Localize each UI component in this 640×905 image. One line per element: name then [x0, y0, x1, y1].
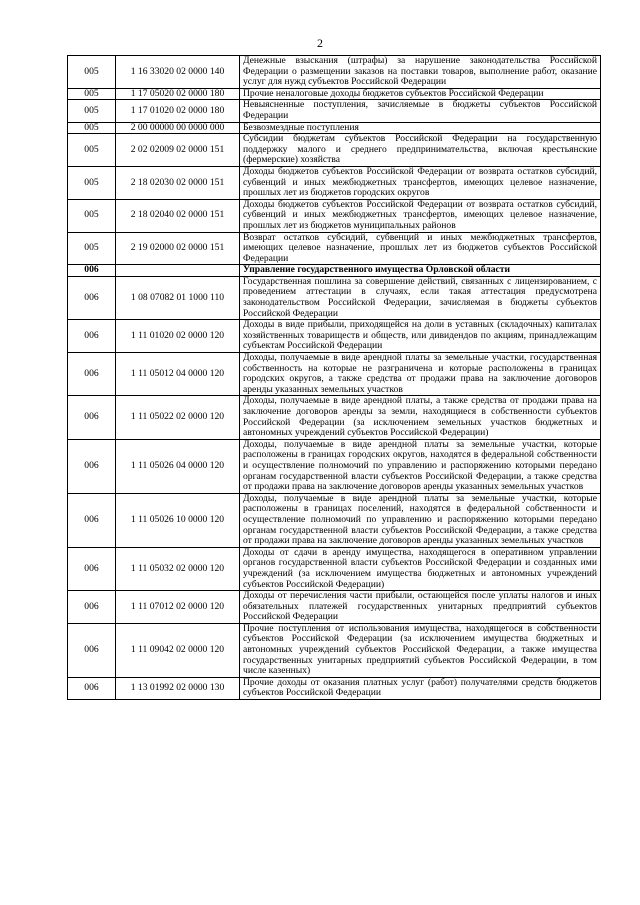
revenue-code-cell: [116, 265, 240, 277]
table-row: [68, 623, 601, 677]
admin-code-cell: 006: [68, 276, 116, 319]
table-row: [68, 276, 601, 319]
revenue-code-cell: 2 02 02009 02 0000 151: [116, 134, 240, 167]
revenue-name-cell: Невыясненные поступления, зачисляемые в бюджеты субъектов Российской Федерации: [240, 100, 601, 122]
table-row: [68, 100, 601, 122]
revenue-code-cell: 2 18 02040 02 0000 151: [116, 199, 240, 232]
admin-code-cell: 006: [68, 493, 116, 547]
table-row: [68, 591, 601, 624]
revenue-name-cell: Государственная пошлина за совершение действий, связанных с лицензированием, с проведением аттестации в случаях, если такая аттестация предусмотрена законодательством Российской Федерации, зачисляемая в бюджеты субъектов Российской Федерации: [240, 276, 601, 319]
admin-code-cell: 006: [68, 677, 116, 699]
revenue-code-cell: 1 13 01992 02 0000 130: [116, 677, 240, 699]
revenue-name-cell: Прочие доходы от оказания платных услуг (работ) получателями средств бюджетов субъектов Российской Федерации: [240, 677, 601, 699]
revenue-name-cell: Субсидии бюджетам субъектов Российской Федерации на государственную поддержку малого и среднего предпринимательства, включая крестьянские (фермерские) хозяйства: [240, 134, 601, 167]
revenue-name-cell: Доходы, получаемые в виде арендной платы, а также средства от продажи права на заключение договоров аренды за земли, находящиеся в собственности субъектов Российской Федерации (за исключением земельных участков бюджетных и автономных учреждений субъектов Российской Федерации): [240, 396, 601, 439]
admin-code-cell: 006: [68, 320, 116, 353]
table-row: [68, 320, 601, 353]
admin-code-cell: 005: [68, 100, 116, 122]
table-row: [68, 353, 601, 396]
revenue-code-cell: 1 11 05026 04 0000 120: [116, 439, 240, 493]
table-row: [68, 166, 601, 199]
table-row: [68, 122, 601, 134]
admin-code-cell: 005: [68, 134, 116, 167]
section-header-row: [68, 265, 601, 277]
revenue-name-cell: Прочие поступления от использования имущества, находящегося в собственности субъектов Российской Федерации (за исключением имущества бюджетных и автономных учреждений субъектов Российской Федерации, а также имущества государственных унитарных предприятий субъектов Российской Федерации, в том числе казенных): [240, 623, 601, 677]
revenue-name-cell: Доходы от сдачи в аренду имущества, находящегося в оперативном управлении органов государственной власти субъектов Российской Федерации и созданных ими учреждений (за исключением имущества бюджетных и автономных учреждений субъектов Российской Федерации): [240, 547, 601, 590]
revenue-name-cell: Доходы бюджетов субъектов Российской Федерации от возврата остатков субсидий, субвенций и иных межбюджетных трансфертов, имеющих целевое назначение, прошлых лет из бюджетов муниципальных районов: [240, 199, 601, 232]
revenue-code-cell: 1 11 05012 04 0000 120: [116, 353, 240, 396]
admin-code-cell: 005: [68, 56, 116, 89]
admin-code-cell: 006: [68, 439, 116, 493]
admin-code-cell: 005: [68, 166, 116, 199]
table-row: [68, 547, 601, 590]
revenue-code-cell: 1 11 07012 02 0000 120: [116, 591, 240, 624]
admin-code-cell: 006: [68, 623, 116, 677]
revenue-code-cell: 1 11 05032 02 0000 120: [116, 547, 240, 590]
admin-code-cell: 006: [68, 547, 116, 590]
revenue-name-cell: Доходы бюджетов субъектов Российской Федерации от возврата остатков субсидий, субвенций и иных межбюджетных трансфертов, имеющих целевое назначение, прошлых лет из бюджетов городских округов: [240, 166, 601, 199]
revenue-code-cell: 1 16 33020 02 0000 140: [116, 56, 240, 89]
revenue-code-cell: 2 00 00000 00 0000 000: [116, 122, 240, 134]
revenue-name-cell: Доходы в виде прибыли, приходящейся на доли в уставных (складочных) капиталах хозяйственных товариществ и обществ, или дивидендов по акциям, принадлежащим субъектам Российской Федерации: [240, 320, 601, 353]
admin-code-cell: 005: [68, 122, 116, 134]
admin-code-cell: 006: [68, 591, 116, 624]
admin-code-cell: 005: [68, 199, 116, 232]
revenue-code-cell: 1 11 09042 02 0000 120: [116, 623, 240, 677]
table-row: [68, 439, 601, 493]
admin-code-cell: 006: [68, 353, 116, 396]
admin-code-cell: 006: [68, 396, 116, 439]
table-row: [68, 232, 601, 265]
revenue-code-cell: 2 18 02030 02 0000 151: [116, 166, 240, 199]
revenue-code-cell: 1 11 01020 02 0000 120: [116, 320, 240, 353]
revenue-name-cell: Доходы, получаемые в виде арендной платы за земельные участки, которые расположены в границах поселений, находятся в федеральной собственности и осуществление полномочий по управлению и распоряжению которыми передано органам государственной власти субъектов Российской Федерации, а также средства от продажи права на заключение договоров аренды указанных земельных участков: [240, 493, 601, 547]
revenue-name-cell: Денежные взыскания (штрафы) за нарушение законодательства Российской Федерации о размещении заказов на поставки товаров, выполнение работ, оказание услуг для нужд субъектов Российской Федерации: [240, 56, 601, 89]
revenue-code-cell: 1 11 05022 02 0000 120: [116, 396, 240, 439]
revenue-name-cell: Доходы от перечисления части прибыли, остающейся после уплаты налогов и иных обязательных платежей государственных унитарных предприятий субъектов Российской Федерации: [240, 591, 601, 624]
revenue-name-cell: Доходы, получаемые в виде арендной платы за земельные участки, государственная собственность на которые не разграничена и которые расположены в границах городских округов, а также средства от продажи права на заключение договоров аренды указанных земельных участков: [240, 353, 601, 396]
admin-code-cell: 006: [68, 265, 116, 277]
revenue-name-cell: Возврат остатков субсидий, субвенций и иных межбюджетных трансфертов, имеющих целевое назначение, прошлых лет из бюджетов субъектов Российской Федерации: [240, 232, 601, 265]
revenue-code-cell: 1 08 07082 01 1000 110: [116, 276, 240, 319]
table-row: [68, 56, 601, 89]
revenue-code-cell: 1 17 05020 02 0000 180: [116, 88, 240, 100]
revenue-name-cell: Управление государственного имущества Орловской области: [240, 265, 601, 277]
revenue-code-cell: 1 11 05026 10 0000 120: [116, 493, 240, 547]
table-body: [68, 56, 601, 700]
revenue-name-cell: Доходы, получаемые в виде арендной платы за земельные участки, которые расположены в границах городских округов, находятся в федеральной собственности и осуществление полномочий по управлению и распоряжению которыми передано органам государственной власти субъектов Российской Федерации, а также средства от продажи права на заключение договоров аренды указанных земельных участков: [240, 439, 601, 493]
revenue-name-cell: Прочие неналоговые доходы бюджетов субъектов Российской Федерации: [240, 88, 601, 100]
table-row: [68, 88, 601, 100]
admin-code-cell: 005: [68, 232, 116, 265]
table-row: [68, 493, 601, 547]
revenue-name-cell: Безвозмездные поступления: [240, 122, 601, 134]
page-number: 2: [317, 36, 323, 50]
revenue-code-cell: 2 19 02000 02 0000 151: [116, 232, 240, 265]
table-row: [68, 396, 601, 439]
table-row: [68, 677, 601, 699]
table-row: [68, 134, 601, 167]
revenue-code-cell: 1 17 01020 02 0000 180: [116, 100, 240, 122]
admin-code-cell: 005: [68, 88, 116, 100]
revenue-codes-table: [67, 55, 601, 700]
table-row: [68, 199, 601, 232]
